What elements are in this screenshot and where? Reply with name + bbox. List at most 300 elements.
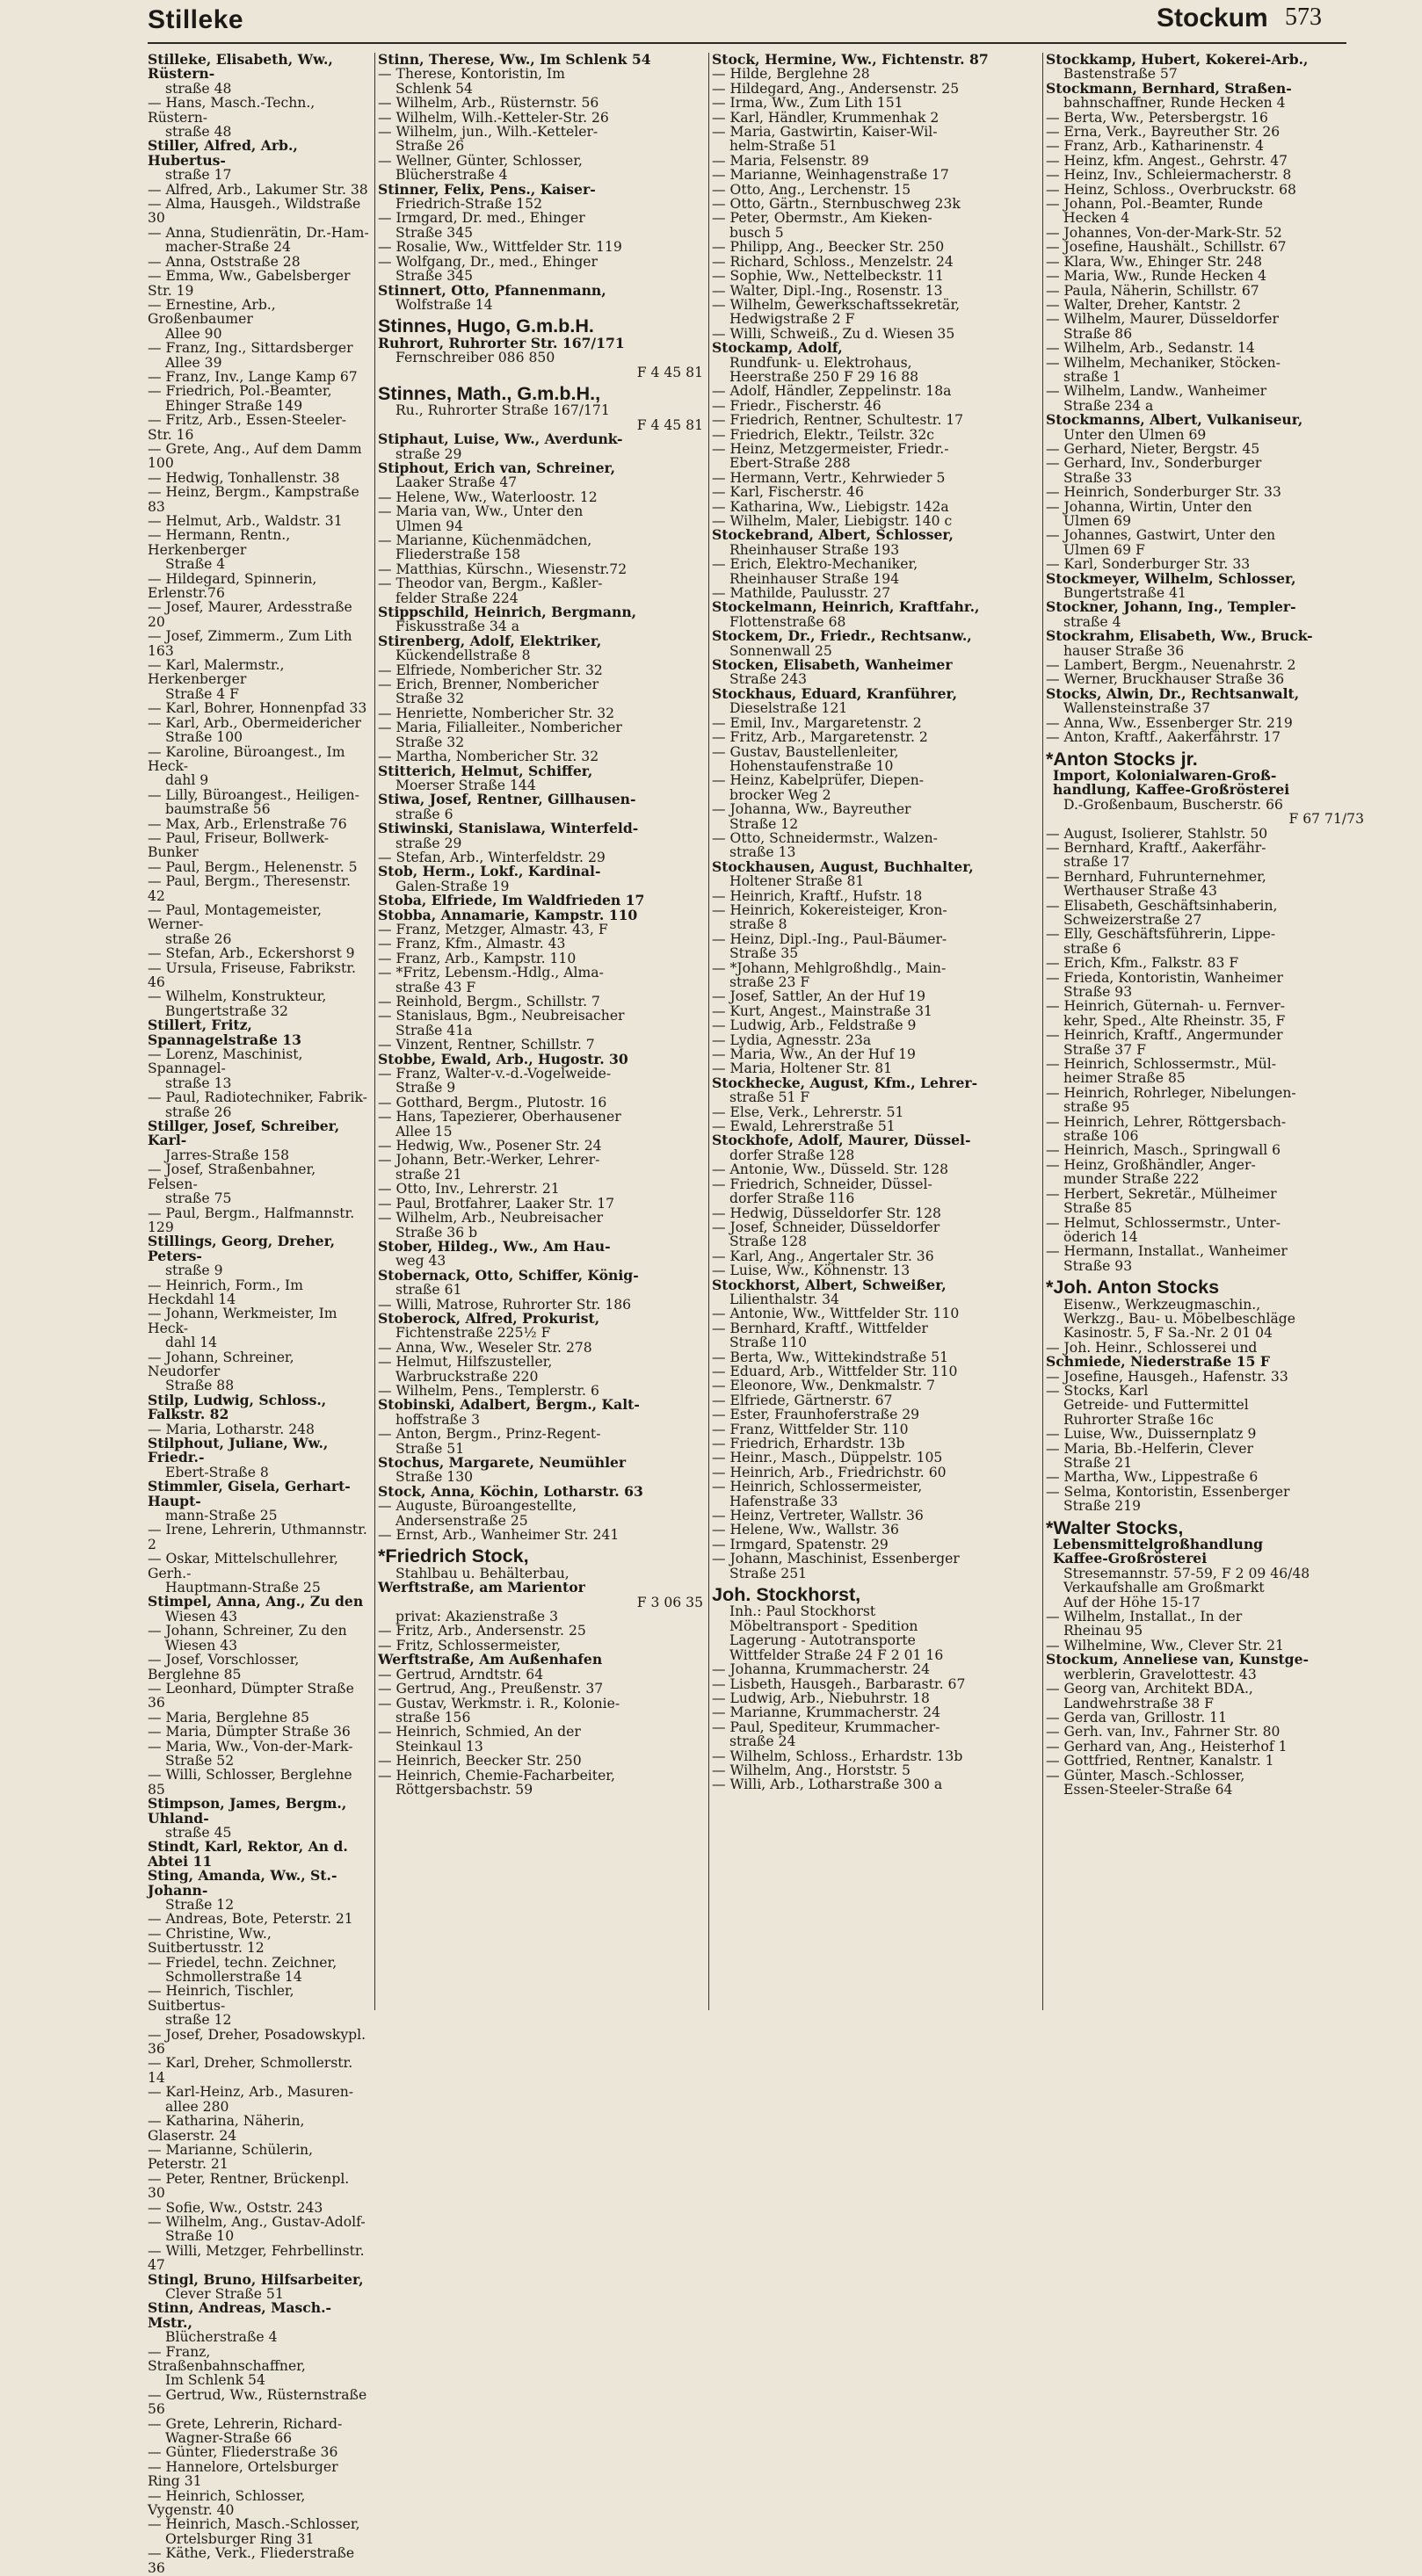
entry-continuation: Ebert-Straße 288 (729, 455, 851, 472)
directory-entry: — Johannes, Gastwirt, Unter den (1046, 527, 1276, 544)
directory-entry: — Franz, Ing., Sittardsberger (148, 340, 353, 357)
directory-entry: — Heinz, Inv., Schleiermacherstr. 8 (1046, 167, 1292, 184)
directory-entry: Schmiede, Niederstraße 15 F (1046, 1353, 1270, 1371)
directory-entry: — Heinrich, Beecker Str. 250 (378, 1753, 582, 1769)
entry-continuation: Hecken 4 (1063, 210, 1130, 227)
directory-entry: — Willi, Metzger, Fehrbellinstr. 47 (148, 2242, 365, 2274)
directory-entry: Stockem, Dr., Friedr., Rechtsanw., (712, 627, 972, 645)
directory-entry: — Franz, Walter-v.-d.-Vogelweide- (378, 1066, 612, 1082)
entry-continuation: Getreide- und Futtermittel (1063, 1397, 1249, 1414)
page-number: 573 (1285, 4, 1322, 31)
entry-continuation: Ulmen 94 (395, 517, 463, 534)
entry-continuation: Straße 93 (1063, 1257, 1133, 1274)
entry-continuation: Moerser Straße 144 (395, 777, 536, 793)
entry-continuation: straße 17 (1063, 854, 1130, 871)
directory-entry: — Wolfgang, Dr., med., Ehinger (378, 253, 598, 270)
directory-entry: — Mathilde, Paulusstr. 27 (712, 585, 891, 602)
directory-entry: — Elly, Geschäftsführerin, Lippe- (1046, 926, 1276, 943)
running-head-left: Stilleke (148, 5, 244, 34)
entry-continuation: straße 106 (1063, 1128, 1139, 1145)
directory-entry: — Martha, Nombericher Str. 32 (378, 749, 599, 765)
entry-continuation: Werkzg., Bau- u. Möbelbeschläge (1063, 1310, 1295, 1327)
directory-entry: — Stocks, Karl (1046, 1382, 1149, 1399)
directory-entry: — Vinzent, Rentner, Schillstr. 7 (378, 1037, 595, 1053)
directory-entry: — Helene, Ww., Wallstr. 36 (712, 1522, 899, 1538)
directory-entry: Stockamp, Adolf, (712, 339, 843, 357)
directory-entry: — Friedrich, Erhardstr. 13b (712, 1436, 905, 1451)
directory-entry: Stock, Anna, Köchin, Lotharstr. 63 (378, 1482, 643, 1500)
entry-continuation: Straße 33 (1063, 469, 1133, 486)
entry-continuation: Steinkaul 13 (395, 1738, 483, 1755)
directory-entry: — Anton, Bergm., Prinz-Regent- (378, 1426, 601, 1443)
entry-continuation: öderich 14 (1063, 1228, 1138, 1245)
directory-entry: — Georg van, Architekt BDA., (1046, 1681, 1253, 1697)
directory-entry: — Hilde, Berglehne 28 (712, 66, 870, 83)
directory-entry: — Erna, Verk., Bayreuther Str. 26 (1046, 124, 1281, 141)
entry-continuation: mann-Straße 25 (165, 1508, 278, 1524)
directory-entry: — Heinrich, Chemie-Facharbeiter, (378, 1767, 615, 1784)
entry-continuation: Straße 4 F (165, 685, 239, 702)
directory-entry: — Karl, Händler, Krummenhak 2 (712, 109, 940, 126)
directory-entry: — Ernst, Arb., Wanheimer Str. 241 (378, 1527, 620, 1544)
entry-continuation: straße 75 (165, 1190, 232, 1207)
directory-entry: — Christine, Ww., Suitbertusstr. 12 (148, 1925, 272, 1957)
header-rule (148, 42, 1346, 44)
entry-continuation: Straße 32 (395, 734, 465, 750)
directory-entry: — Ludwig, Arb., Niebuhrstr. 18 (712, 1690, 930, 1706)
directory-entry: — Franz, Metzger, Almastr. 43, F (378, 921, 608, 937)
entry-continuation: kehr, Sped., Alte Rheinstr. 35, F (1063, 1012, 1286, 1029)
entry-continuation: Straße 234 a (1063, 397, 1154, 414)
directory-entry: — Gerh. van, Inv., Fahrner Str. 80 (1046, 1724, 1281, 1740)
entry-continuation: Dieselstraße 121 (729, 700, 848, 717)
directory-entry: Stiwa, Josef, Rentner, Gillhausen- (378, 791, 636, 808)
directory-entry: — Lambert, Bergm., Neuenahrstr. 2 (1046, 657, 1296, 674)
directory-entry: Stockkamp, Hubert, Kokerei-Arb., (1046, 51, 1309, 68)
entry-continuation: Bastenstraße 57 (1063, 66, 1178, 83)
entry-continuation: straße 95 (1063, 1099, 1130, 1116)
directory-entry: — Erich, Kfm., Falkstr. 83 F (1046, 955, 1239, 972)
directory-entry: — Anna, Studienrätin, Dr.-Ham- (148, 224, 369, 241)
entry-continuation: Fernschreiber 086 850 (395, 350, 555, 366)
entry-continuation: Straße 130 (395, 1469, 474, 1486)
firm-detail: Import, Kolonialwaren-Groß- (1053, 766, 1277, 784)
directory-entry: Stippschild, Heinrich, Bergmann, (378, 604, 637, 621)
directory-entry: — Paula, Näherin, Schillstr. 67 (1046, 282, 1259, 299)
directory-entry: — Marianne, Krummacherstr. 24 (712, 1704, 941, 1721)
entry-continuation: straße 51 F (729, 1089, 810, 1106)
directory-entry: — Marianne, Küchenmädchen, (378, 532, 592, 548)
directory-entry: — Fritz, Schlossermeister, (378, 1637, 561, 1653)
directory-entry: — Johann, Maschinist, Essenberger (712, 1551, 960, 1567)
entry-continuation: Straße 9 (395, 1080, 456, 1096)
directory-entry: — Anna, Ww., Essenberger Str. 219 (1046, 714, 1293, 731)
directory-entry: — Paul, Bergm., Theresenstr. 42 (148, 873, 351, 904)
directory-entry: — Karl, Sonderburger Str. 33 (1046, 556, 1251, 573)
directory-entry: — Heinrich, Masch.-Schlosser, (148, 2516, 360, 2533)
directory-entry: — Willi, Arb., Lotharstraße 300 a (712, 1776, 943, 1793)
directory-entry: — Wilhelm, Mechaniker, Stöcken- (1046, 354, 1281, 371)
directory-entry: Ruhrort, Ruhrorter Str. 167/171 (378, 334, 625, 351)
directory-entry: — Josef, Straßenbahner, Felsen- (148, 1161, 316, 1192)
directory-entry: — Kurt, Angest., Mainstraße 31 (712, 1002, 932, 1019)
directory-entry: — Grete, Ang., Auf dem Damm 100 (148, 440, 362, 472)
entry-continuation: Landwehrstraße 38 F (1063, 1695, 1214, 1711)
directory-entry: — Maria, Lotharstr. 248 (148, 1421, 315, 1437)
directory-entry: — Otto, Gärtn., Sternbuschweg 23k (712, 196, 961, 213)
directory-entry: Stocken, Elisabeth, Wanheimer (712, 656, 953, 674)
entry-continuation: straße 12 (165, 2012, 232, 2029)
entry-continuation: Eisenw., Werkzeugmaschin., (1063, 1296, 1261, 1313)
directory-entry: Stocks, Alwin, Dr., Rechtsanwalt, (1046, 684, 1300, 702)
entry-continuation: Verkaufshalle am Großmarkt (1063, 1580, 1265, 1596)
directory-entry: — Maria, Berglehne 85 (148, 1709, 309, 1726)
entry-continuation: Hauptmann-Straße 25 (165, 1580, 321, 1596)
directory-entry: Stilp, Ludwig, Schloss., Falkstr. 82 (148, 1391, 327, 1423)
entry-continuation: Rheinau 95 (1063, 1623, 1143, 1639)
directory-entry: — Heinrich, Kokereisteiger, Kron- (712, 901, 947, 918)
directory-entry: — Johanna, Ww., Bayreuther (712, 801, 911, 818)
entry-continuation: straße 156 (395, 1709, 471, 1726)
entry-continuation: Bungertstraße 41 (1063, 585, 1186, 602)
directory-entry: — Johann, Pol.-Beamter, Runde (1046, 196, 1263, 213)
directory-entry: — Heinz, Großhändler, Anger- (1046, 1156, 1256, 1173)
directory-entry: — Paul, Spediteur, Krummacher- (712, 1719, 940, 1735)
directory-entry: — Heinrich, Tischler, Suitbertus- (148, 1983, 294, 2014)
entry-continuation: Straße 37 F (1063, 1041, 1146, 1058)
entry-continuation: Straße 21 (1063, 1455, 1133, 1471)
directory-entry: — Heinz, Vertreter, Wallstr. 36 (712, 1508, 924, 1524)
entry-continuation: Wiesen 43 (165, 1637, 238, 1653)
entry-continuation: Rheinhauser Straße 194 (729, 570, 900, 587)
directory-entry: — Gotthard, Bergm., Plutostr. 16 (378, 1094, 607, 1111)
entry-continuation: heimer Straße 85 (1063, 1070, 1186, 1087)
directory-entry: — Paul, Bergm., Helenenstr. 5 (148, 858, 358, 875)
entry-continuation: Bungertstraße 32 (165, 1002, 288, 1019)
directory-entry: — Karl, Dreher, Schmollerstr. 14 (148, 2055, 353, 2086)
directory-entry: Stiphaut, Luise, Ww., Averdunk- (378, 431, 623, 448)
directory-entry: — Wilhelm, Gewerkschaftssekretär, (712, 296, 961, 313)
entry-continuation: straße 45 (165, 1824, 232, 1841)
entry-continuation: Friedrich-Straße 152 (395, 196, 543, 213)
entry-continuation: Auf der Höhe 15-17 (1063, 1594, 1201, 1610)
directory-entry: — Josefine, Haushält., Schillstr. 67 (1046, 239, 1287, 256)
entry-continuation: Straße 93 (1063, 984, 1133, 1000)
directory-entry: — Friedel, techn. Zeichner, (148, 1954, 337, 1971)
directory-entry: — Lorenz, Maschinist, Spannagel- (148, 1046, 303, 1077)
directory-entry: — Wellner, Günter, Schlosser, (378, 152, 583, 169)
entry-continuation: Straße 88 (165, 1378, 235, 1394)
directory-entry: Stinn, Therese, Ww., Im Schlenk 54 (378, 51, 651, 68)
entry-continuation: straße 1 (1063, 368, 1121, 385)
directory-entry: — Karl, Fischerstr. 46 (712, 484, 864, 501)
directory-entry: — Johanna, Krummacherstr. 24 (712, 1661, 931, 1678)
entry-continuation: Blücherstraße 4 (165, 2329, 278, 2346)
entry-continuation: Rheinhauser Straße 193 (729, 541, 900, 558)
directory-entry: — Wilhelm, Landw., Wanheimer (1046, 383, 1267, 400)
entry-continuation: Rundfunk- u. Elektrohaus, (729, 354, 912, 371)
firm-detail: Kaffee-Großrösterei (1053, 1550, 1208, 1567)
directory-entry: — Maria, Bb.-Helferin, Clever (1046, 1440, 1253, 1457)
directory-entry: — Eleonore, Ww., Denkmalstr. 7 (712, 1378, 936, 1394)
entry-continuation: Fichtenstraße 225½ F (395, 1325, 551, 1342)
entry-continuation: bahnschaffner, Runde Hecken 4 (1063, 95, 1286, 112)
entry-continuation: Andersenstraße 25 (395, 1512, 528, 1529)
directory-entry: — *Johann, Mehlgroßhdlg., Main- (712, 959, 947, 976)
directory-entry: — Werner, Bruckhauser Straße 36 (1046, 671, 1285, 688)
firm-detail: Lebensmittelgroßhandlung (1053, 1536, 1264, 1553)
directory-entry: — Heinrich, Kraftf., Angermunder (1046, 1027, 1283, 1044)
directory-entry: — Wilhelm, Ang., Horststr. 5 (712, 1762, 911, 1778)
directory-entry: — Helmut, Arb., Waldstr. 31 (148, 513, 343, 529)
entry-continuation: weg 43 (395, 1253, 446, 1270)
directory-entry: — Stefan, Arb., Winterfeldstr. 29 (378, 849, 606, 865)
entry-continuation: Allee 15 (395, 1123, 453, 1140)
directory-entry: — Gustav, Baustellenleiter, (712, 743, 899, 760)
directory-entry: — Antonie, Ww., Wittfelder Str. 110 (712, 1306, 960, 1322)
directory-entry: — Irene, Lehrerin, Uthmannstr. 2 (148, 1522, 367, 1552)
entry-continuation: Kückendellstraße 8 (395, 648, 531, 664)
directory-entry: — Lilly, Büroangest., Heiligen- (148, 786, 359, 803)
entry-continuation: Fliederstraße 158 (395, 546, 521, 563)
directory-entry: — Hildegard, Ang., Andersenstr. 25 (712, 80, 960, 97)
directory-entry: — *Fritz, Lebensm.-Hdlg., Alma- (378, 965, 604, 981)
entry-continuation: Allee 39 (165, 354, 222, 371)
entry-continuation: Lagerung - Autotransporte (729, 1632, 916, 1649)
entry-continuation: Essen-Steeler-Straße 64 (1063, 1781, 1233, 1798)
directory-entry: — Paul, Radiotechniker, Fabrik- (148, 1089, 367, 1106)
directory-entry: Stochus, Margarete, Neumühler (378, 1454, 627, 1471)
directory-entry: — Wilhelm, Arb., Rüsternstr. 56 (378, 95, 599, 112)
directory-entry: — Hannelore, Ortelsburger Ring 31 (148, 2458, 338, 2490)
directory-entry: — Käthe, Verk., Fliederstraße 36 (148, 2545, 355, 2576)
firm-name: Stinnes, Math., G.m.b.H., (378, 381, 601, 404)
directory-entry: Stillger, Josef, Schreiber, Karl- (148, 1118, 340, 1149)
entry-continuation: Inh.: Paul Stockhorst (729, 1603, 876, 1620)
entry-continuation: Schlenk 54 (395, 80, 473, 97)
directory-entry: — Irmgard, Spatenstr. 29 (712, 1536, 889, 1552)
entry-continuation: Flottenstraße 68 (729, 613, 846, 630)
directory-entry: — Wilhelm, Maurer, Düsseldorfer (1046, 311, 1279, 328)
entry-continuation: Lilienthalstr. 34 (729, 1291, 839, 1307)
entry-continuation: Laaker Straße 47 (395, 474, 518, 491)
directory-entry: — Sophie, Ww., Nettelbeckstr. 11 (712, 268, 944, 285)
directory-entry: — Henriette, Nombericher Str. 32 (378, 705, 615, 721)
directory-entry: — Ludwig, Arb., Feldstraße 9 (712, 1017, 917, 1034)
column-1 (148, 51, 369, 2576)
directory-entry: — Heinr., Masch., Düppelstr. 105 (712, 1450, 943, 1466)
directory-entry: — Heinz, Schloss., Overbruckstr. 68 (1046, 181, 1296, 198)
directory-entry: — Oskar, Mittelschullehrer, Gerh.- (148, 1551, 338, 1581)
directory-entry: — Wilhelm, Arb., Sedanstr. 14 (1046, 340, 1255, 357)
directory-entry: — Maria van, Ww., Unter den (378, 503, 584, 520)
directory-entry: Stitterich, Helmut, Schiffer, (378, 762, 593, 779)
directory-entry: Stockmanns, Albert, Vulkaniseur, (1046, 411, 1303, 429)
directory-entry: — Heinz, Bergm., Kampstraße 83 (148, 484, 359, 515)
entry-continuation: Allee 90 (165, 325, 222, 342)
directory-entry: — Eduard, Arb., Wittfelder Str. 110 (712, 1363, 958, 1379)
directory-entry: — Elisabeth, Geschäftsinhaberin, (1046, 897, 1278, 914)
directory-entry: — Gertrud, Ww., Rüsternstraße 56 (148, 2386, 367, 2418)
directory-entry: — Heinrich, Form., Im Heckdahl 14 (148, 1277, 303, 1307)
phone-number: F 4 45 81 (636, 416, 703, 433)
directory-entry: — Wilhelm, Maler, Liebigstr. 140 c (712, 513, 953, 529)
directory-entry: — August, Isolierer, Stahlstr. 50 (1046, 825, 1268, 842)
directory-entry: — Marianne, Schülerin, Peterstr. 21 (148, 2141, 313, 2173)
entry-continuation: Galen-Straße 19 (395, 878, 510, 894)
directory-entry: — Wilhelm, Installat., In der (1046, 1609, 1243, 1625)
firm-name: Stinnes, Hugo, G.m.b.H. (378, 315, 594, 337)
directory-entry: — Franz, Arb., Katharinenstr. 4 (1046, 138, 1265, 155)
entry-continuation: straße 23 F (729, 974, 810, 990)
directory-entry: — Berta, Ww., Wittekindstraße 51 (712, 1349, 948, 1365)
directory-entry: — Johann, Schreiner, Neudorfer (148, 1349, 294, 1379)
entry-continuation: dahl 9 (165, 772, 209, 789)
directory-entry: — Heinz, Dipl.-Ing., Paul-Bäumer- (712, 930, 947, 947)
directory-entry: Stimmler, Gisela, Gerhart-Haupt- (148, 1478, 351, 1509)
directory-entry: Stinnert, Otto, Pfannenmann, (378, 281, 606, 299)
directory-entry: — Franz, Wittfelder Str. 110 (712, 1421, 909, 1437)
directory-entry: — Josef, Dreher, Posadowskypl. 36 (148, 2026, 366, 2058)
directory-entry: Stockhausen, August, Buchhalter, (712, 857, 974, 875)
entry-continuation: Straße 35 (729, 945, 799, 962)
directory-entry: Stillert, Fritz, Spannagelstraße 13 (148, 1017, 301, 1048)
directory-entry: Sting, Amanda, Ww., St.-Johann- (148, 1867, 337, 1899)
entry-continuation: Straße 243 (729, 671, 808, 688)
directory-entry: — Ursula, Friseuse, Fabrikstr. 46 (148, 959, 356, 990)
directory-entry: — Bernhard, Fuhrunternehmer, (1046, 868, 1266, 885)
directory-entry: — Peter, Rentner, Brückenpl. 30 (148, 2170, 350, 2202)
entry-continuation: busch 5 (729, 224, 784, 241)
directory-entry: — Karl-Heinz, Arb., Masuren- (148, 2084, 354, 2101)
entry-continuation: Straße 32 (395, 691, 465, 707)
directory-entry: — Maria, Dümpter Straße 36 (148, 1724, 351, 1740)
entry-continuation: Ehinger Straße 149 (165, 397, 303, 414)
entry-continuation: Wallensteinstraße 37 (1063, 700, 1211, 717)
entry-continuation: Straße 100 (165, 729, 243, 746)
entry-continuation: Straße 12 (729, 815, 799, 832)
directory-entry: Stimpel, Anna, Ang., Zu den (148, 1593, 364, 1610)
entry-continuation: dorfer Straße 128 (729, 1147, 855, 1163)
directory-entry: — Lydia, Agnesstr. 23a (712, 1031, 872, 1048)
directory-entry: — Gertrud, Arndtstr. 64 (378, 1666, 544, 1682)
firm-name: *Walter Stocks, (1046, 1516, 1184, 1538)
entry-continuation: Holtener Straße 81 (729, 873, 865, 890)
entry-continuation: Ulmen 69 F (1063, 541, 1145, 558)
directory-entry: Stock, Hermine, Ww., Fichtenstr. 87 (712, 51, 989, 68)
entry-continuation: allee 280 (165, 2098, 229, 2115)
directory-entry: Stirenberg, Adolf, Elektriker, (378, 632, 602, 649)
phone-number: F 67 71/73 (1288, 811, 1364, 828)
entry-continuation: Wolfstraße 14 (395, 296, 493, 313)
directory-entry: — Berta, Ww., Petersbergstr. 16 (1046, 109, 1268, 126)
entry-continuation: Blücherstraße 4 (395, 167, 508, 184)
directory-entry: — Therese, Kontoristin, Im (378, 66, 565, 83)
directory-entry: — Paul, Montagemeister, Werner- (148, 901, 322, 933)
entry-continuation: baumstraße 56 (165, 801, 271, 818)
directory-entry: — Gerhard, Inv., Sonderburger (1046, 455, 1262, 472)
directory-entry: — Hermann, Installat., Wanheimer (1046, 1243, 1288, 1260)
directory-entry: Stockhaus, Eduard, Kranführer, (712, 684, 958, 702)
directory-entry: — Maria, Ww., Von-der-Mark- (148, 1738, 353, 1755)
directory-entry: — Franz, Inv., Lange Kamp 67 (148, 368, 358, 385)
directory-entry: — Frieda, Kontoristin, Wanheimer (1046, 969, 1283, 986)
page-header (0, 0, 1422, 53)
entry-continuation: straße 9 (165, 1263, 223, 1279)
directory-entry: — Otto, Inv., Lehrerstr. 21 (378, 1181, 560, 1198)
directory-entry: — Martha, Ww., Lippestraße 6 (1046, 1469, 1259, 1486)
entry-continuation: straße 13 (729, 844, 796, 861)
entry-continuation: Im Schlenk 54 (165, 2372, 265, 2389)
directory-entry: — Maria, Filialleiter., Nombericher (378, 720, 622, 736)
directory-entry: — Heinrich, Schlossermeister, (712, 1479, 923, 1495)
directory-entry: — Anna, Ww., Weseler Str. 278 (378, 1339, 592, 1356)
directory-entry: — Bernhard, Kraftf., Aakerfähr- (1046, 839, 1266, 856)
directory-entry: Stockmann, Bernhard, Straßen- (1046, 79, 1292, 97)
directory-entry: — Karl, Malermstr., Herkenberger (148, 657, 285, 688)
directory-entry: — Josef, Vorschlosser, Berglehne 85 (148, 1652, 300, 1682)
entry-continuation: straße 4 (1063, 613, 1121, 630)
directory-entry: — Willi, Schweiß., Zu d. Wiesen 35 (712, 325, 955, 342)
directory-entry: — Wilhelm, Schloss., Erhardstr. 13b (712, 1747, 963, 1764)
entry-continuation: Wiesen 43 (165, 1608, 238, 1624)
directory-entry: — Theodor van, Bergm., Kaßler- (378, 575, 603, 592)
directory-entry: — Andreas, Bote, Peterstr. 21 (148, 1911, 353, 1928)
entry-continuation: Straße 219 (1063, 1498, 1142, 1515)
entry-continuation: macher-Straße 24 (165, 239, 291, 256)
directory-entry: — Heinz, kfm. Angest., Gehrstr. 47 (1046, 152, 1288, 169)
directory-entry: — Matthias, Kürschn., Wiesenstr.72 (378, 561, 628, 577)
entry-continuation: Clever Straße 51 (165, 2285, 284, 2302)
directory-entry: — Johann, Betr.-Werker, Lehrer- (378, 1152, 600, 1169)
directory-entry: Stiphout, Erich van, Schreiner, (378, 459, 615, 476)
entry-continuation: hoffstraße 3 (395, 1411, 481, 1428)
entry-continuation: Straße 128 (729, 1234, 808, 1250)
directory-entry: — Gottfried, Rentner, Kanalstr. 1 (1046, 1753, 1274, 1769)
directory-entry: — Josef, Maurer, Ardesstraße 20 (148, 599, 352, 630)
entry-continuation: Straße 36 b (395, 1224, 478, 1241)
directory-entry: — Luise, Ww., Köhnenstr. 13 (712, 1263, 911, 1279)
directory-entry: — Luise, Ww., Duissernplatz 9 (1046, 1426, 1257, 1443)
entry-continuation: Straße 41a (395, 1022, 473, 1038)
entry-continuation: Straße 345 (395, 268, 474, 285)
directory-entry: — Heinrich, Lehrer, Röttgersbach- (1046, 1113, 1287, 1130)
directory-entry: — Ester, Fraunhoferstraße 29 (712, 1407, 920, 1423)
directory-entry: — Heinrich, Kraftf., Hufstr. 18 (712, 887, 923, 904)
directory-entry: — Hildegard, Spinnerin, Erlenstr.76 (148, 570, 317, 602)
firm-detail: handlung, Kaffee-Großrösterei (1053, 781, 1290, 799)
directory-entry: — Heinrich, Schlosser, Vygenstr. 40 (148, 2487, 306, 2519)
entry-continuation: dahl 14 (165, 1335, 218, 1351)
entry-continuation: straße 48 (165, 124, 232, 141)
directory-entry: — Friedrich, Rentner, Schultestr. 17 (712, 412, 964, 429)
directory-entry: Stockhofe, Adolf, Maurer, Düssel- (712, 1132, 971, 1149)
entry-continuation: Straße 4 (165, 556, 226, 573)
running-head-right: Stockum (1157, 4, 1268, 33)
directory-entry: Stockebrand, Albert, Schlosser, (712, 526, 954, 544)
directory-entry: Stockhecke, August, Kfm., Lehrer- (712, 1074, 978, 1091)
directory-entry: — Maria, Ww., An der Huf 19 (712, 1046, 916, 1063)
directory-entry: — Heinz, Metzgermeister, Friedr.- (712, 440, 949, 457)
entry-continuation: Unter den Ulmen 69 (1063, 426, 1207, 443)
directory-entry: — Helmut, Schlossermstr., Unter- (1046, 1214, 1281, 1231)
directory-entry: — Alfred, Arb., Lakumer Str. 38 (148, 181, 368, 198)
entry-continuation: Hohenstaufenstraße 10 (729, 757, 894, 774)
directory-entry: Stobinski, Adalbert, Bergm., Kalt- (378, 1396, 640, 1414)
directory-entry: — Wilhelm, Arb., Neubreisacher (378, 1210, 604, 1226)
directory-entry: — Johann, Schreiner, Zu den (148, 1623, 347, 1639)
directory-entry: Stockum, Anneliese van, Kunstge- (1046, 1651, 1309, 1668)
